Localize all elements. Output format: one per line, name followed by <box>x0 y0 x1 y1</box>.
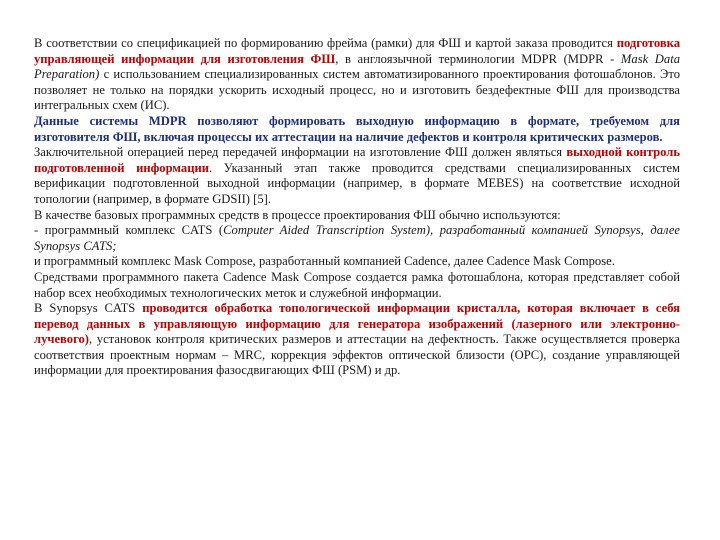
emphasis-red: подготовка управляющей информации для изготовления ФШ <box>34 36 680 66</box>
text-run: - программный комплекс CATS ( <box>34 223 224 238</box>
paragraph-mdpr-intro <box>34 36 680 114</box>
emphasis-red: проводится обработка топологической информации кристалла, которая включает в себя перевод данных в управляющую информацию для генератора изображений (лазерного или электронно-лучевого) <box>34 301 680 347</box>
text-run: , в англоязычной терминологии MDPR (MDPR - <box>335 51 621 66</box>
paragraph-mask-compose: и программный комплекс Mask Compose, разработанный компанией Cadence, далее Cadence Mask Compose. <box>34 254 615 269</box>
text-run: В Synopsys CATS <box>34 301 143 316</box>
emphasis-italic: Computer Aided Transcription System), разработанный компанией Synopsys, далее Synopsys CATS; <box>34 223 680 253</box>
paragraph-cats <box>34 223 680 254</box>
text-run: , установок контроля критических размеров и аттестации на дефектность. Также осуществляется проверка соответствия проектным нормам – MRC, коррекция эффектов оптической близости (OPC), создание управляющей информации для проектирования фазосдвигающих ФШ (PSM) и др. <box>34 332 680 378</box>
document-body <box>34 36 680 379</box>
text-run: В соответствии со спецификацией по формированию фрейма (рамки) для ФШ и картой заказа проводится <box>34 36 617 50</box>
text-run: с использованием специализированных систем автоматизированного проектирования фотошаблонов. Это позволяет не только на порядки ускорить исходный процесс, но и изготовить бездефектные ФШ для производства интегральных схем (ИС). <box>34 67 680 113</box>
paragraph-mdpr-output: Данные системы MDPR позволяют формировать выходную информацию в формате, требуемом для изготовителя ФШ, включая процессы их аттестации на наличие дефектов и контроля критических размеров. <box>34 113 680 144</box>
paragraph-cats-processing <box>34 301 680 379</box>
emphasis-red: выходной контроль подготовленной информации <box>34 145 680 175</box>
paragraph-output-control <box>34 145 680 207</box>
emphasis-italic: Mask Data Preparation) <box>34 51 680 82</box>
paragraph-frame: Средствами программного пакета Cadence Mask Compose создается рамка фотошаблона, которая представляет собой набор всех необходимых технологических меток и служебной информации. <box>34 269 680 300</box>
paragraph-base-tools: В качестве базовых программных средств в процессе проектирования ФШ обычно используются: <box>34 207 561 222</box>
text-run: Заключительной операцией перед передачей информации на изготовление ФШ должен являться <box>34 145 567 160</box>
text-run: . Указанный этап также проводится средствами специализированных систем верификации подготовленной выходной информации (например, в формате MEBES) на соответствие исходной топологии (например, в формате GDSII) [5]. <box>34 160 681 206</box>
